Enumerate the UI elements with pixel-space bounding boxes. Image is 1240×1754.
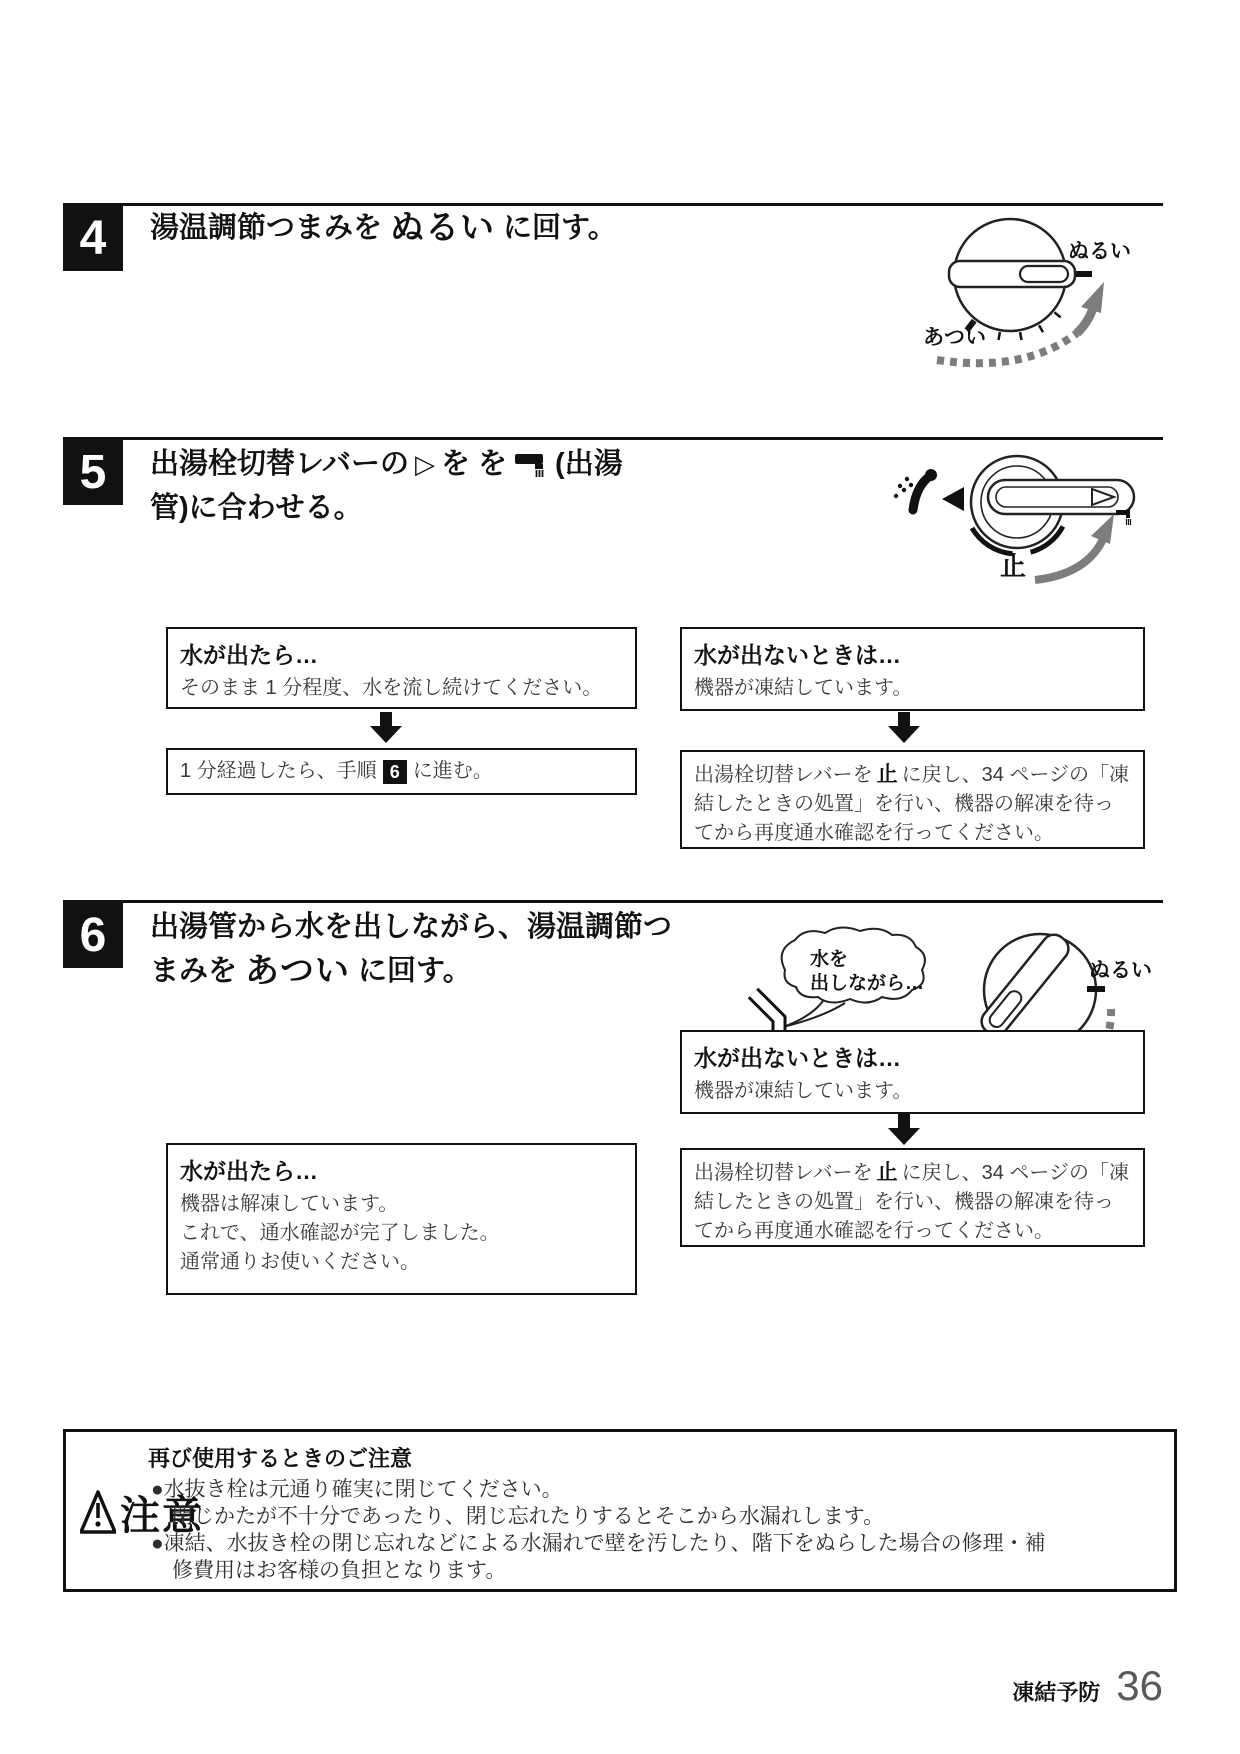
water-flows-body: そのまま 1 分程度、水を流し続けてください。 (180, 677, 603, 699)
step4-number: 4 (79, 212, 107, 265)
remedy2-l1b: に戻し、34 ページの「凍 (901, 1162, 1130, 1184)
rotate-arrow-head (1081, 282, 1104, 313)
step4-title-pre: 湯温調節つまみを (150, 212, 383, 244)
spout-mini-icon (1116, 510, 1131, 525)
remedy2-l2: 結したときの処置」を行い、機器の解凍を待っ (694, 1191, 1114, 1213)
warning-triangle-icon (80, 1490, 116, 1536)
step6-title-l2a: まみを (150, 955, 238, 987)
lever-label-stop: 止 (1000, 551, 1027, 581)
step5-title (150, 442, 623, 530)
remedy-stop-word: 止 (876, 763, 898, 786)
page-footer (1012, 1662, 1163, 1710)
footer-section-label: 凍結予防 (1012, 1680, 1101, 1705)
no-water-box (680, 627, 1145, 711)
water-flows-heading: 水が出たら… (180, 642, 318, 668)
remedy-l1b: に戻し、34 ページの「凍 (901, 764, 1130, 786)
spray-dot (894, 494, 898, 498)
step-6-ref-badge: 6 (383, 760, 407, 784)
left-triangle-icon (942, 487, 964, 511)
remedy2-stop-word: 止 (876, 1161, 898, 1184)
dial-label-cool: ぬるい (1068, 240, 1131, 263)
dial-handle-slot (1020, 266, 1068, 282)
caution-box (63, 1429, 1177, 1592)
remedy-l3: てから再度通水確認を行ってください。 (694, 822, 1054, 844)
step5-title-l1a: 出湯栓切替レバーの (150, 448, 409, 480)
lever-triangle-icon: ▷ (414, 449, 435, 479)
remedy-l1a: 出湯栓切替レバーを (694, 764, 873, 786)
step5-number: 5 (79, 446, 107, 499)
tick-mark (1054, 312, 1060, 317)
bubble-text-2: 出しながら… (810, 973, 925, 994)
step5-number-badge (63, 440, 123, 505)
step6-number-badge (63, 903, 123, 968)
thawed-l2: これで、通水確認が完了しました。 (180, 1222, 500, 1244)
bubble-text-1: 水を (810, 949, 849, 970)
spout-selector-lever-illustration (870, 438, 1170, 588)
shower-icon (913, 476, 930, 510)
bubble-tail (783, 1001, 823, 1027)
down-arrow-icon (366, 712, 406, 744)
spray-dot (902, 488, 906, 492)
page-number: 36 (1116, 1662, 1163, 1709)
step4-title-post: に回す。 (503, 212, 617, 244)
spout-icon (515, 451, 547, 478)
no-water-body: 機器が凍結しています。 (694, 677, 913, 699)
tick-mark (999, 332, 1000, 340)
caution-bullet2-line1: ●凍結、水抜き栓の閉じ忘れなどによる水漏れで壁を汚したり、階下をぬらした場合の修理・補 (151, 1532, 1046, 1555)
caution-label: 注意 (120, 1494, 204, 1538)
thawed-l1: 機器は解凍しています。 (180, 1193, 399, 1215)
no-water-heading-2: 水が出ないときは… (694, 1045, 901, 1071)
tick-mark (1020, 332, 1021, 340)
step5-title-l2: 管)に合わせる。 (150, 492, 363, 524)
spray-dot (898, 484, 902, 488)
no-water-box-2 (680, 1030, 1145, 1114)
remedy-l2: 結したときの処置」を行い、機器の解凍を待っ (694, 793, 1114, 815)
frozen-remedy-box-2 (680, 1148, 1145, 1247)
step5-title-l1b: を を (440, 448, 508, 480)
dial-label-hot: あつい (923, 326, 986, 349)
spray-dot (909, 483, 913, 487)
frozen-remedy-box (680, 750, 1145, 849)
proceed-post: に進む。 (412, 760, 493, 782)
caution-heading: 再び使用するときのご注意 (148, 1446, 413, 1471)
caution-bullet1-line2: 閉じかたが不十分であったり、閉じ忘れたりするとそこから水漏れします。 (172, 1505, 885, 1528)
shower-head (925, 469, 937, 481)
caution-bullet2-line2: 修費用はお客様の負担となります。 (172, 1559, 507, 1582)
water-flows-heading-2: 水が出たら… (180, 1158, 318, 1184)
dial-label-cool: ぬるい (1089, 959, 1152, 982)
remedy2-l1a: 出湯栓切替レバーを (694, 1162, 873, 1184)
step6-title (150, 905, 672, 993)
down-arrow-icon (884, 712, 924, 744)
spray-dot (905, 477, 909, 481)
step4-number-badge (63, 206, 123, 271)
proceed-step6-box (166, 748, 637, 795)
temperature-dial-illustration (905, 210, 1170, 370)
rotate-arrow-head (1091, 514, 1114, 544)
no-water-body-2: 機器が凍結しています。 (694, 1080, 913, 1102)
no-water-heading: 水が出ないときは… (694, 642, 901, 668)
caution-bullet1-line1: ●水抜き栓は元通り確実に閉じてください。 (151, 1478, 563, 1501)
thawed-l3: 通常通りお使いください。 (180, 1251, 420, 1273)
step4-title (150, 206, 617, 250)
remedy2-l3: てから再度通水確認を行ってください。 (694, 1220, 1054, 1242)
water-flows-box (166, 627, 637, 709)
step4-title-emphasis: ぬるい (390, 209, 496, 247)
step6-title-l2b: に回す。 (358, 955, 472, 987)
step5-title-l1c: (出湯 (555, 448, 623, 480)
step6-title-emphasis: あつい (245, 952, 351, 990)
step6-title-l1: 出湯管から水を出しながら、湯温調節つ (150, 911, 673, 943)
step6-number: 6 (79, 909, 107, 962)
step6-top-rule (63, 900, 1163, 903)
water-flows-box-2 (166, 1143, 637, 1295)
down-arrow-icon (884, 1114, 924, 1146)
tick-mark (1039, 325, 1043, 332)
proceed-pre: 1 分経過したら、手順 (180, 760, 377, 782)
